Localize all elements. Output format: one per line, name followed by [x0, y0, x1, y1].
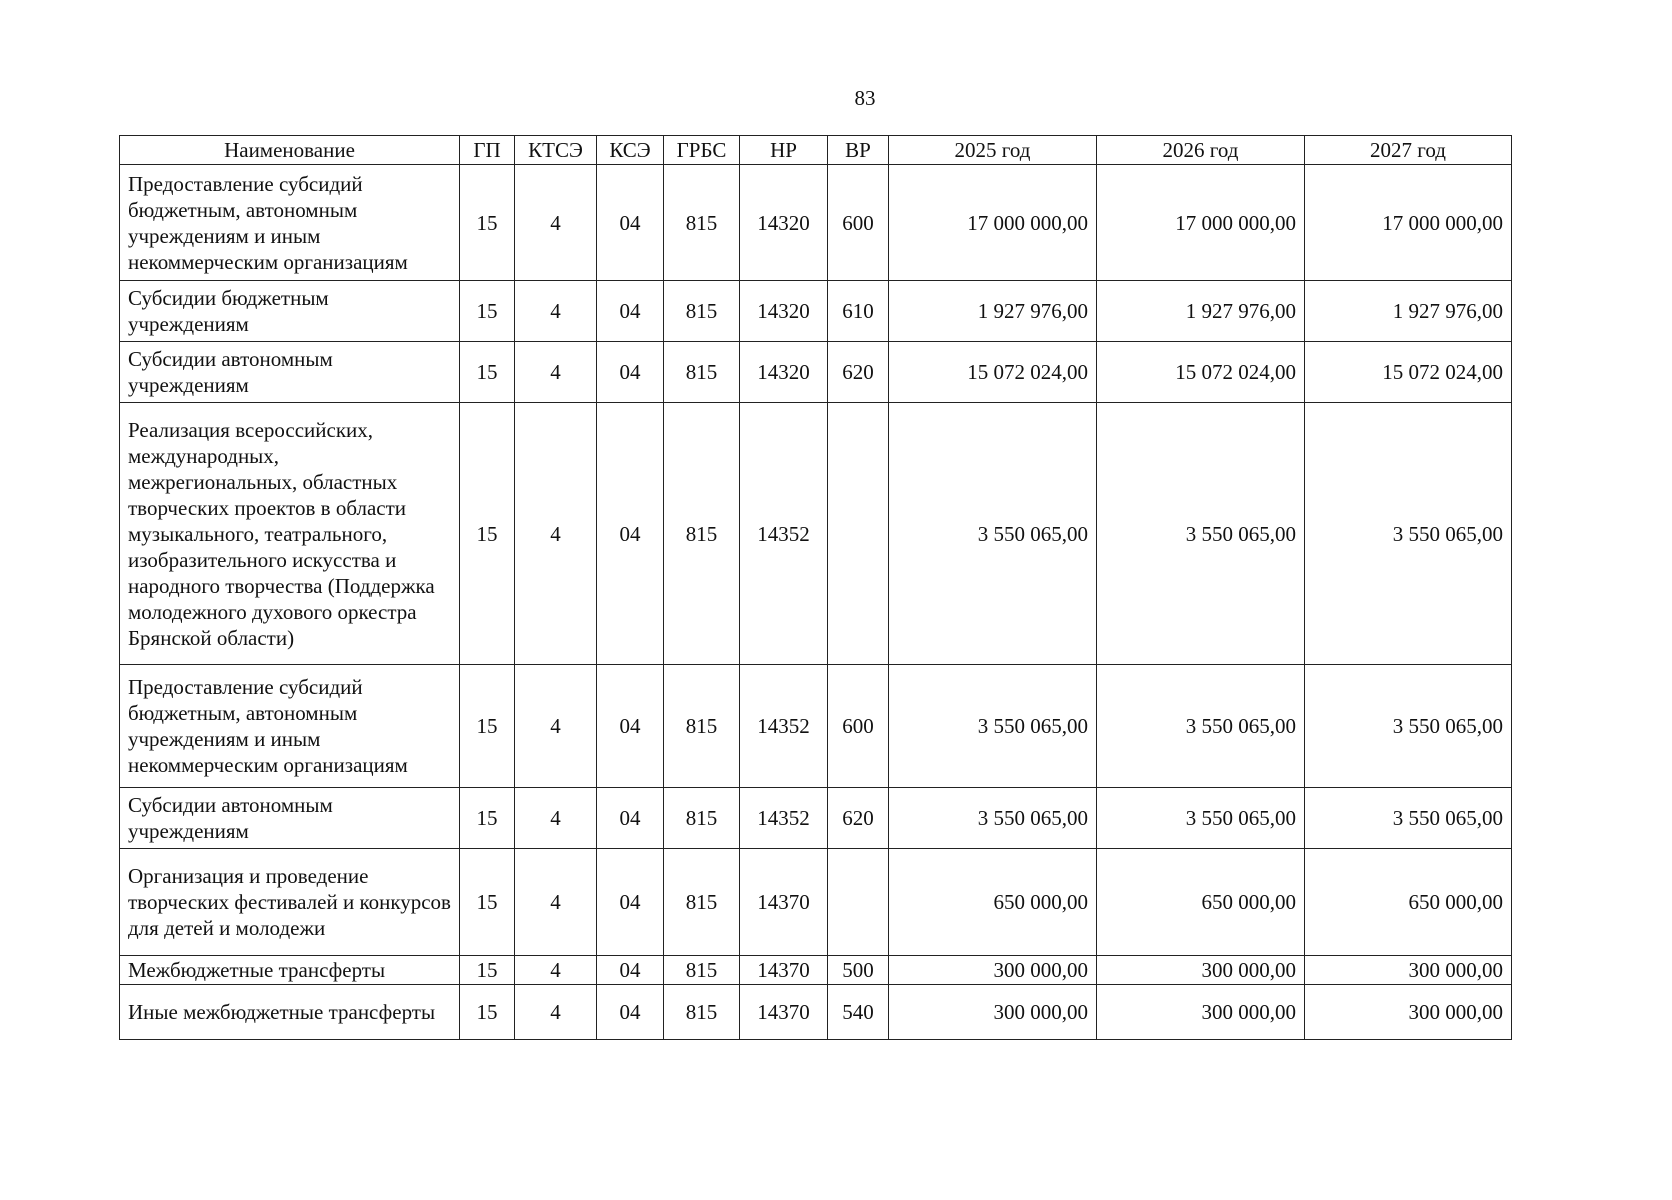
table-row — [120, 956, 1512, 985]
row-kse: 04 — [597, 849, 664, 956]
row-grbs: 815 — [664, 665, 740, 788]
row-grbs: 815 — [664, 849, 740, 956]
row-gp: 15 — [460, 956, 515, 985]
row-vr — [828, 403, 889, 665]
row-name: Межбюджетные трансферты — [120, 956, 460, 985]
table-row — [120, 849, 1512, 956]
row-kse: 04 — [597, 985, 664, 1040]
row-grbs: 815 — [664, 165, 740, 281]
row-ktse: 4 — [515, 849, 597, 956]
row-amount-2025: 15 072 024,00 — [889, 342, 1097, 403]
header-2025: 2025 год — [889, 136, 1097, 165]
row-ktse: 4 — [515, 342, 597, 403]
row-amount-2027: 17 000 000,00 — [1305, 165, 1512, 281]
page-number: 83 — [854, 86, 876, 110]
row-amount-2026: 17 000 000,00 — [1097, 165, 1305, 281]
row-gp: 15 — [460, 985, 515, 1040]
row-grbs: 815 — [664, 281, 740, 342]
row-amount-2025: 3 550 065,00 — [889, 403, 1097, 665]
row-gp: 15 — [460, 403, 515, 665]
row-amount-2025: 17 000 000,00 — [889, 165, 1097, 281]
row-nr: 14370 — [740, 985, 828, 1040]
row-vr: 620 — [828, 342, 889, 403]
row-nr: 14352 — [740, 788, 828, 849]
row-name: Субсидии автономным учреждениям — [120, 788, 460, 849]
row-vr: 540 — [828, 985, 889, 1040]
row-gp: 15 — [460, 165, 515, 281]
row-vr: 600 — [828, 165, 889, 281]
row-ktse: 4 — [515, 165, 597, 281]
row-ktse: 4 — [515, 403, 597, 665]
row-amount-2026: 15 072 024,00 — [1097, 342, 1305, 403]
row-nr: 14352 — [740, 403, 828, 665]
table-row — [120, 665, 1512, 788]
row-nr: 14320 — [740, 342, 828, 403]
row-name: Организация и проведение творческих фестивалей и конкурсов для детей и молодежи — [120, 849, 460, 956]
table-row — [120, 403, 1512, 665]
row-amount-2026: 300 000,00 — [1097, 956, 1305, 985]
row-grbs: 815 — [664, 788, 740, 849]
budget-table — [119, 135, 1512, 1040]
header-grbs: ГРБС — [664, 136, 740, 165]
row-kse: 04 — [597, 788, 664, 849]
row-name: Субсидии автономным учреждениям — [120, 342, 460, 403]
row-amount-2027: 3 550 065,00 — [1305, 403, 1512, 665]
header-2027: 2027 год — [1305, 136, 1512, 165]
header-name: Наименование — [120, 136, 460, 165]
table-header-row — [120, 136, 1512, 165]
row-ktse: 4 — [515, 956, 597, 985]
header-ktse: КТСЭ — [515, 136, 597, 165]
table-row — [120, 165, 1512, 281]
row-amount-2026: 300 000,00 — [1097, 985, 1305, 1040]
table-row — [120, 342, 1512, 403]
row-amount-2026: 650 000,00 — [1097, 849, 1305, 956]
row-amount-2026: 3 550 065,00 — [1097, 665, 1305, 788]
row-kse: 04 — [597, 665, 664, 788]
row-gp: 15 — [460, 342, 515, 403]
row-nr: 14370 — [740, 849, 828, 956]
row-grbs: 815 — [664, 342, 740, 403]
row-gp: 15 — [460, 849, 515, 956]
row-name: Субсидии бюджетным учреждениям — [120, 281, 460, 342]
row-amount-2025: 3 550 065,00 — [889, 665, 1097, 788]
row-kse: 04 — [597, 281, 664, 342]
row-nr: 14320 — [740, 281, 828, 342]
table-row — [120, 985, 1512, 1040]
row-vr: 500 — [828, 956, 889, 985]
row-amount-2027: 1 927 976,00 — [1305, 281, 1512, 342]
row-amount-2025: 3 550 065,00 — [889, 788, 1097, 849]
row-gp: 15 — [460, 665, 515, 788]
row-amount-2027: 15 072 024,00 — [1305, 342, 1512, 403]
row-ktse: 4 — [515, 665, 597, 788]
header-vr: ВР — [828, 136, 889, 165]
row-gp: 15 — [460, 788, 515, 849]
row-name: Предоставление субсидий бюджетным, автономным учреждениям и иным некоммерческим организациям — [120, 165, 460, 281]
row-nr: 14320 — [740, 165, 828, 281]
header-2026: 2026 год — [1097, 136, 1305, 165]
header-nr: НР — [740, 136, 828, 165]
row-grbs: 815 — [664, 985, 740, 1040]
row-amount-2025: 650 000,00 — [889, 849, 1097, 956]
row-kse: 04 — [597, 342, 664, 403]
row-amount-2025: 300 000,00 — [889, 956, 1097, 985]
row-amount-2027: 3 550 065,00 — [1305, 788, 1512, 849]
row-kse: 04 — [597, 165, 664, 281]
row-kse: 04 — [597, 403, 664, 665]
row-amount-2027: 300 000,00 — [1305, 985, 1512, 1040]
row-grbs: 815 — [664, 403, 740, 665]
row-kse: 04 — [597, 956, 664, 985]
row-amount-2026: 3 550 065,00 — [1097, 403, 1305, 665]
header-kse: КСЭ — [597, 136, 664, 165]
row-name: Реализация всероссийских, международных, межрегиональных, областных творческих проектов в области музыкального, театрального, изобразительного искусства и народного творчества (Поддержка молодежного духового оркестра Брянской области) — [120, 403, 460, 665]
table-row — [120, 788, 1512, 849]
row-nr: 14352 — [740, 665, 828, 788]
header-gp: ГП — [460, 136, 515, 165]
row-amount-2025: 1 927 976,00 — [889, 281, 1097, 342]
row-name: Иные межбюджетные трансферты — [120, 985, 460, 1040]
table-row — [120, 281, 1512, 342]
row-name: Предоставление субсидий бюджетным, автономным учреждениям и иным некоммерческим организациям — [120, 665, 460, 788]
row-nr: 14370 — [740, 956, 828, 985]
row-amount-2027: 650 000,00 — [1305, 849, 1512, 956]
row-vr: 600 — [828, 665, 889, 788]
row-ktse: 4 — [515, 281, 597, 342]
row-amount-2027: 300 000,00 — [1305, 956, 1512, 985]
row-amount-2026: 1 927 976,00 — [1097, 281, 1305, 342]
row-grbs: 815 — [664, 956, 740, 985]
row-gp: 15 — [460, 281, 515, 342]
row-amount-2026: 3 550 065,00 — [1097, 788, 1305, 849]
row-ktse: 4 — [515, 788, 597, 849]
row-vr: 610 — [828, 281, 889, 342]
row-amount-2027: 3 550 065,00 — [1305, 665, 1512, 788]
row-vr — [828, 849, 889, 956]
row-amount-2025: 300 000,00 — [889, 985, 1097, 1040]
row-ktse: 4 — [515, 985, 597, 1040]
row-vr: 620 — [828, 788, 889, 849]
